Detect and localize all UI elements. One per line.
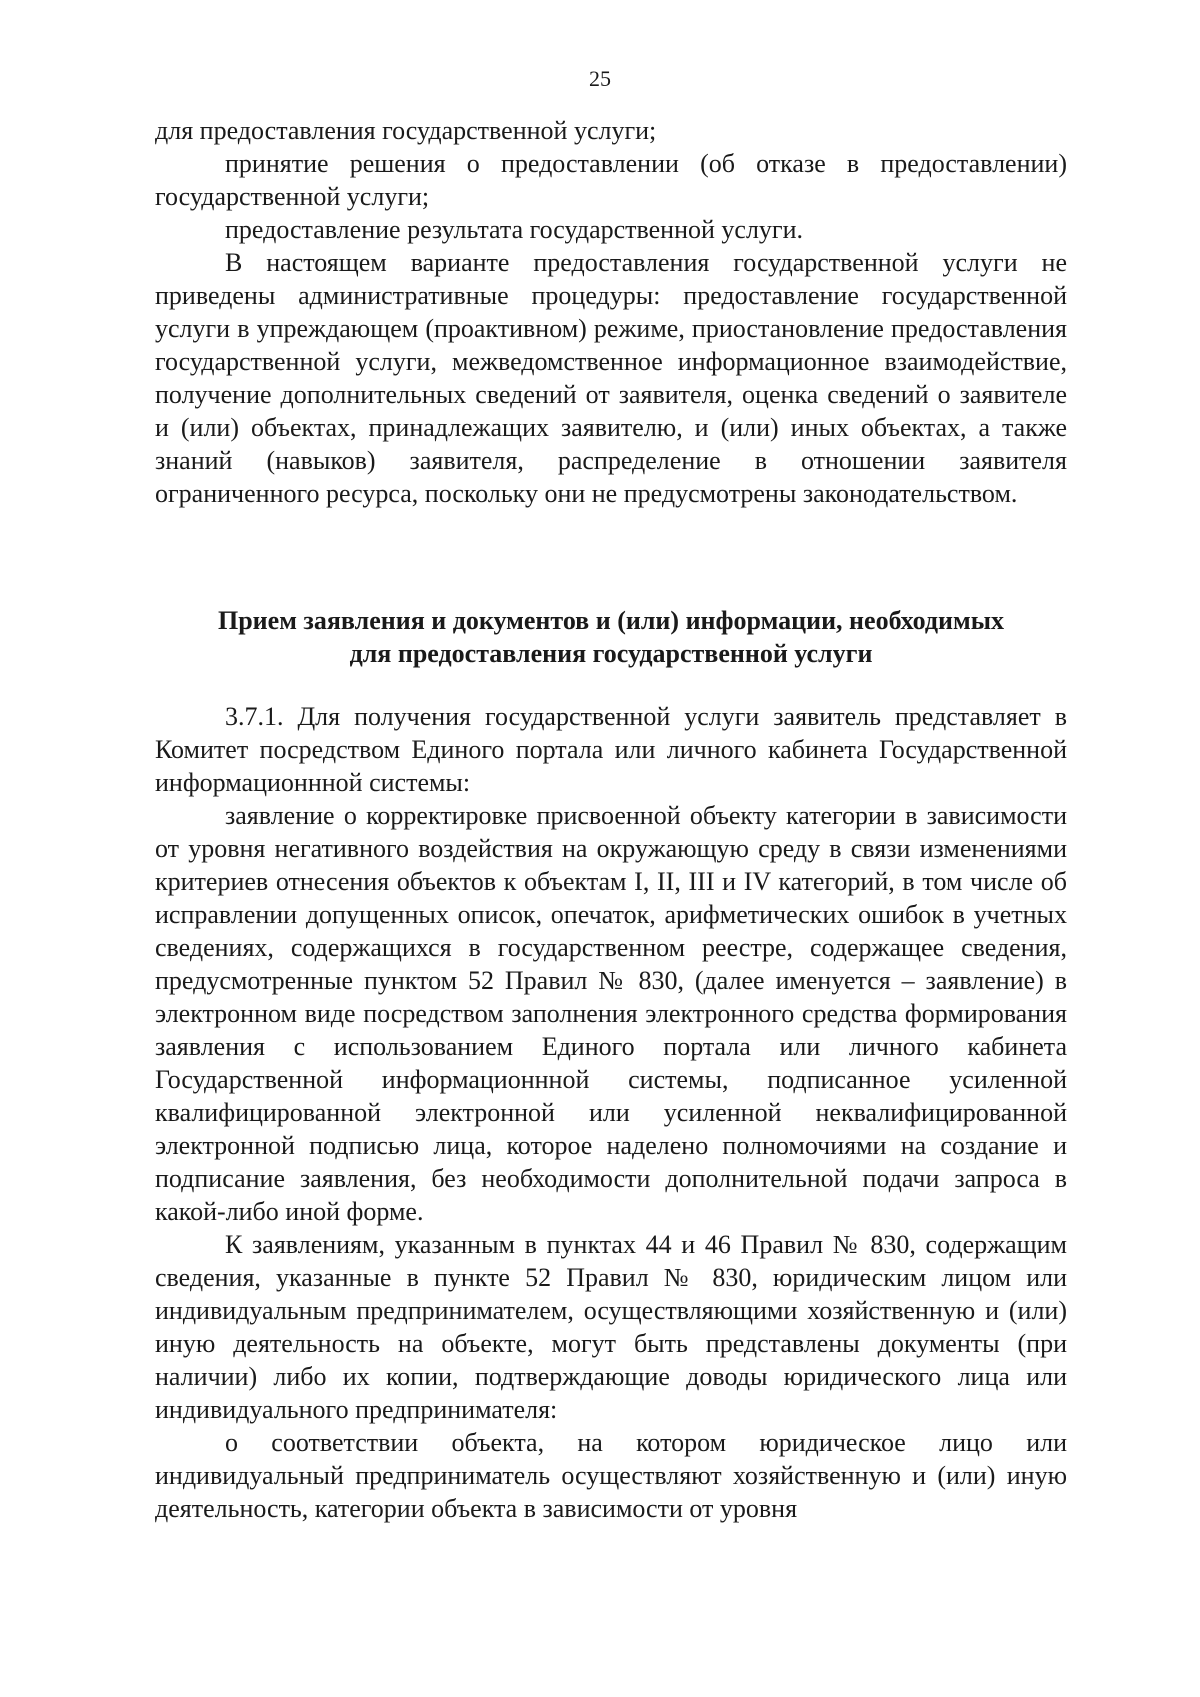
paragraph: о соответствии объекта, на котором юридическое лицо или индивидуальный предприниматель осуществляют хозяйственную и (или) иную деятельность, категории объекта в зависимости от уровня bbox=[155, 1428, 1067, 1523]
paragraph: принятие решения о предоставлении (об отказе в предоставлении) государственной услуги; bbox=[155, 149, 1067, 211]
paragraph: В настоящем варианте предоставления государственной услуги не приведены административные процедуры: предоставление государственной услуги в упреждающем (проактивном) режиме, приостановление предоставления государственной услуги, межведомственное информационное взаимодействие, получение дополнительных сведений от заявителя, оценка сведений о заявителе и (или) объектах, принадлежащих заявителю, и (или) иных объектах, а также знаний (навыков) заявителя, распределение в отношении заявителя ограниченного ресурса, поскольку они не предусмотрены законодательством. bbox=[155, 248, 1067, 508]
section-heading bbox=[155, 604, 1067, 670]
section-b bbox=[155, 700, 1067, 1525]
heading-line-1: Прием заявления и документов и (или) информации, необходимых bbox=[217, 606, 1004, 635]
heading-line-2: для предоставления государственной услуги bbox=[349, 639, 873, 668]
page-number: 25 bbox=[589, 66, 611, 91]
paragraph: К заявлениям, указанным в пунктах 44 и 46 Правил № 830, содержащим сведения, указанные в пункте 52 Правил № 830, юридическим лицом или индивидуальным предпринимателем, осуществляющими хозяйственную и (или) иную деятельность на объекте, могут быть представлены документы (при наличии) либо их копии, подтверждающие доводы юридического лица или индивидуального предпринимателя: bbox=[155, 1230, 1067, 1424]
paragraph: 3.7.1. Для получения государственной услуги заявитель представляет в Комитет посредством Единого портала или личного кабинета Государственной информационнной системы: bbox=[155, 702, 1067, 797]
section-a bbox=[155, 114, 1067, 510]
paragraph: заявление о корректировке присвоенной объекту категории в зависимости от уровня негативного воздействия на окружающую среду в связи изменениями критериев отнесения объектов к объектам I, II, III и IV категорий, в том числе об исправлении допущенных описок, опечаток, арифметических ошибок в учетных сведениях, содержащихся в государственном реестре, содержащее сведения, предусмотренные пунктом 52 Правил № 830, (далее именуется – заявление) в электронном виде посредством заполнения электронного средства формирования заявления с использованием Единого портала или личного кабинета Государственной информационнной системы, подписанное усиленной квалифицированной электронной или усиленной неквалифицированной электронной подписью лица, которое наделено полномочиями на создание и подписание заявления, без необходимости дополнительной подачи запроса в какой-либо иной форме. bbox=[155, 801, 1067, 1226]
paragraph: для предоставления государственной услуги; bbox=[155, 116, 657, 145]
paragraph: предоставление результата государственной услуги. bbox=[225, 215, 804, 244]
